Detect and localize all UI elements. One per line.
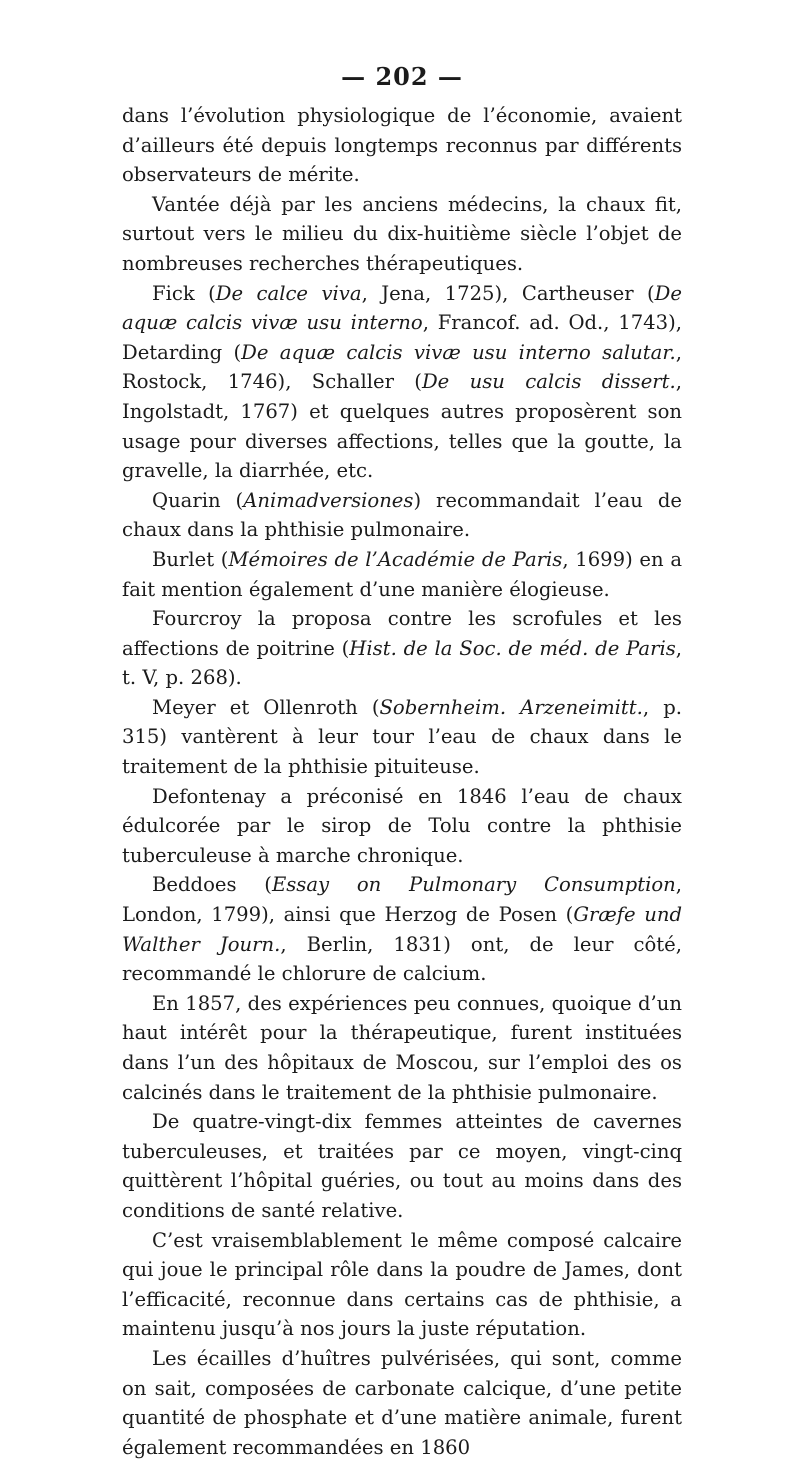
text-run: Meyer et Ollenroth ( (152, 695, 380, 719)
italic-citation: Animadversiones (243, 488, 414, 512)
text-run: , 1699) en a fait mention également d’une manière élogieuse. (122, 547, 682, 601)
body-text (122, 101, 682, 1462)
text-run: , t. V, p. 268). (122, 636, 682, 690)
text-run: , Rostock, 1746), Schaller ( (122, 340, 682, 394)
text-run: , Jena, 1725), Cartheuser ( (361, 281, 655, 305)
text-run: Quarin ( (152, 488, 244, 512)
paragraph (122, 604, 682, 693)
paragraph (122, 989, 682, 1107)
italic-citation: De aquæ calcis vivæ usu interno (122, 281, 682, 335)
paragraph (122, 1344, 682, 1462)
italic-citation: De aquæ calcis vivæ usu interno salutar. (241, 340, 676, 364)
text-run: Burlet ( (152, 547, 229, 571)
page-number: — 202 — (341, 62, 463, 91)
text-run: Fourcroy la proposa contre les scrofules et les affections de poitrine ( (122, 607, 682, 660)
text-run: , Ingolstadt, 1767) et quelques autres proposèrent son usage pour diverses affections, telles que la goutte, la gravelle, la diarrhée, etc. (122, 370, 683, 483)
text-run: , p. 315) vantèrent à leur tour l’eau de chaux dans le traitement de la phthisie pituiteuse. (122, 695, 682, 779)
text-run: C’est vraisemblablement le même composé calcaire qui joue le principal rôle dans la poudre de James, dont l’efficacité, reconnue dans certains cas de phthisie, a maintenu jusqu’à nos jours la juste réputation. (122, 1228, 682, 1341)
italic-citation: De usu calcis dissert. (421, 370, 676, 394)
text-run: Vantée déjà par les anciens médecins, la chaux fit, surtout vers le milieu du dix-huitième siècle l’objet de nombreuses recherches thérapeutiques. (122, 192, 682, 275)
paragraph (122, 486, 682, 545)
paragraph (122, 693, 682, 782)
paragraph (122, 1226, 682, 1344)
paragraph (122, 782, 682, 871)
italic-citation: De calce viva (215, 281, 362, 305)
text-run: Defontenay a préconisé en 1846 l’eau de chaux édulcorée par le sirop de Tolu contre la phthisie tuberculeuse à marche chronique. (122, 784, 682, 867)
text-run: dans l’évolution physiologique de l’économie, avaient d’ailleurs été depuis longtemps reconnus par différents observateurs de mérite. (122, 104, 682, 187)
paragraph (122, 1107, 682, 1225)
paragraph (122, 870, 682, 988)
text-run: Fick ( (152, 281, 216, 305)
text-run: En 1857, des expériences peu connues, quoique d’un haut intérêt pour la thérapeutique, furent instituées dans l’un des hôpitaux de Moscou, sur l’emploi des os calcinés dans le traitement de la phthisie pulmonaire. (122, 991, 682, 1104)
text-run: , Francof. ad. Od., 1743), Detarding ( (122, 311, 682, 364)
text-run: Les écailles d’huîtres pulvérisées, qui sont, comme on sait, composées de carbonate calcique, d’une petite quantité de phosphate et d’une matière animale, furent également recommandées en 1860 (122, 1346, 682, 1459)
text-run: , London, 1799), ainsi que Herzog de Posen ( (122, 873, 682, 927)
italic-citation: Essay on Pulmonary Consumption (271, 873, 676, 897)
italic-citation: Sobernheim. Arzeneimitt. (379, 695, 643, 719)
paragraph (122, 101, 682, 190)
paragraph (122, 279, 682, 486)
paragraph (122, 545, 682, 604)
text-run: ) recommandait l’eau de chaux dans la phthisie pulmonaire. (122, 488, 682, 542)
text-run: , Berlin, 1831) ont, de leur côté, recommandé le chlorure de calcium. (122, 932, 682, 986)
italic-citation: Mémoires de l’Académie de Paris (228, 547, 563, 571)
italic-citation: Hist. de la Soc. de méd. de Paris (349, 636, 676, 660)
paragraph (122, 190, 682, 279)
text-run: Beddoes ( (152, 873, 272, 897)
text-run: De quatre-vingt-dix femmes atteintes de cavernes tuberculeuses, et traitées par ce moyen, vingt-cinq quittèrent l’hôpital guéries, ou tout au moins dans des conditions de santé relative. (122, 1110, 682, 1222)
italic-citation: Græfe und Walther Journ. (122, 903, 682, 956)
